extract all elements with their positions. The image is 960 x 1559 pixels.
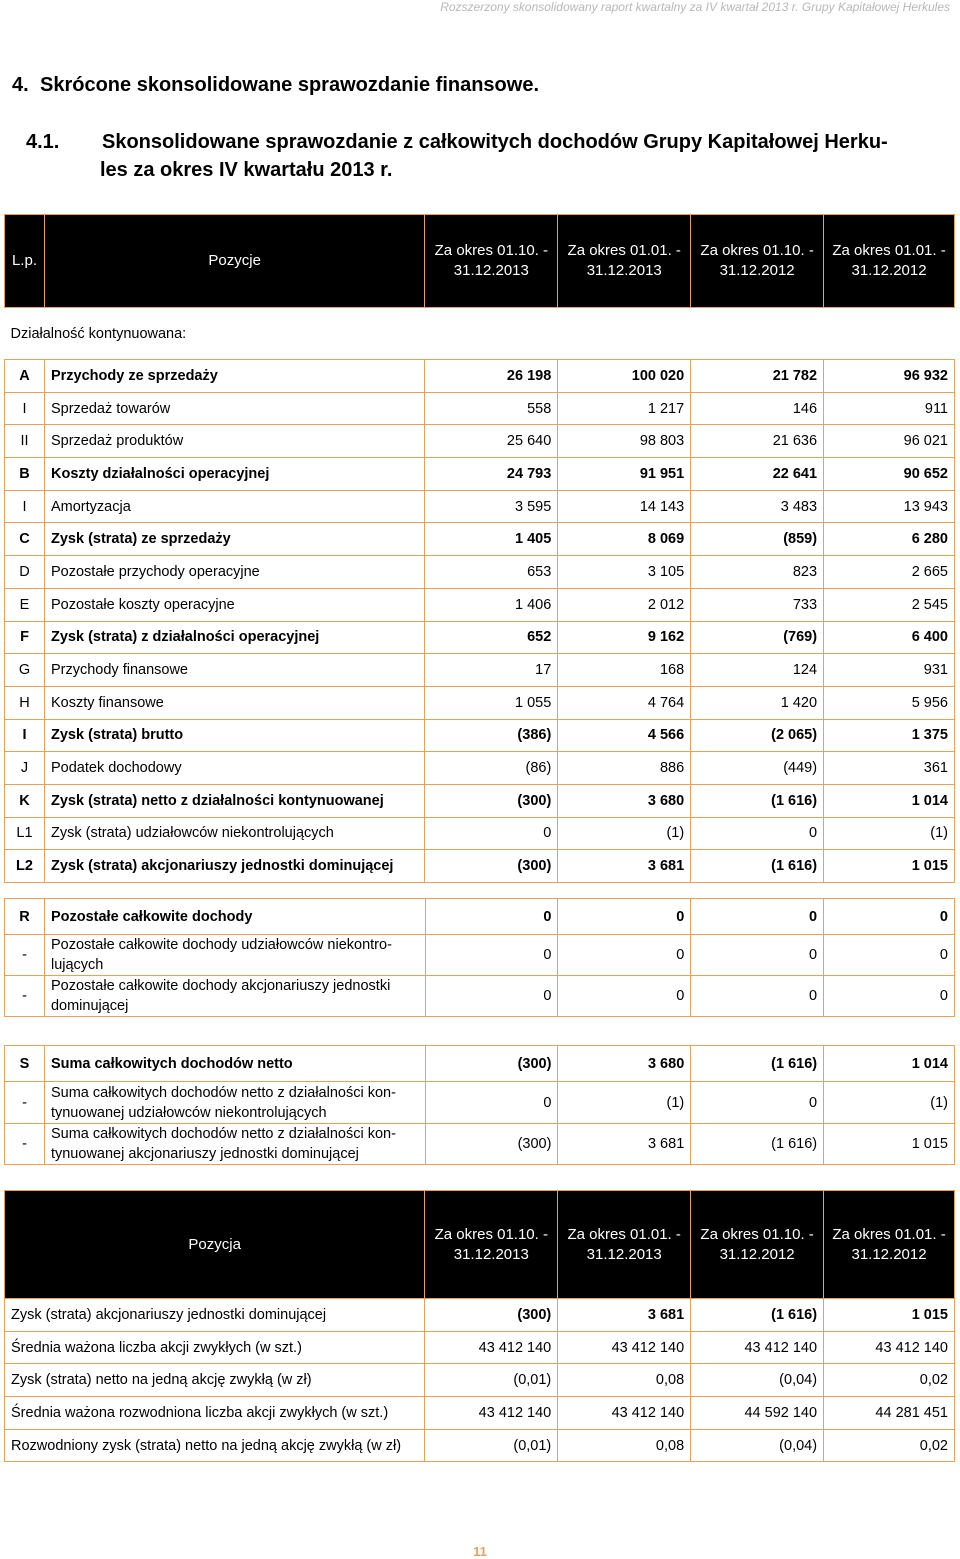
table-row (5, 392, 955, 425)
row-value: (1 616) (691, 1299, 824, 1332)
row-value: 0,08 (558, 1429, 691, 1462)
row-label-line1: Pozostałe całkowite dochody (50, 908, 253, 925)
row-value: 9 162 (558, 621, 691, 654)
row-value: (1) (824, 1082, 955, 1124)
table-row (5, 490, 955, 523)
row-value: 361 (824, 752, 955, 785)
row-value: 3 681 (558, 1299, 691, 1332)
row-value: 96 021 (824, 425, 955, 458)
table-row (5, 556, 955, 589)
row-value: 6 280 (824, 523, 955, 556)
table-row (5, 1429, 955, 1462)
row-value: 44 281 451 (824, 1397, 955, 1430)
row-value: 96 932 (824, 360, 955, 393)
row-value: 1 217 (558, 392, 691, 425)
row-label-line2: lujących (50, 957, 104, 973)
table-row (5, 458, 955, 491)
subsection-title-line1: Skonsolidowane sprawozdanie z całkowitych dochodów Grupy Kapitałowej Herku- (102, 131, 888, 153)
row-value: 25 640 (425, 425, 558, 458)
row-label-line2: dominującej (50, 998, 129, 1014)
row-value: 98 803 (558, 425, 691, 458)
row-code: I (5, 719, 45, 752)
row-label: Przychody ze sprzedaży (44, 360, 424, 393)
table-row (5, 1331, 955, 1364)
row-value: (0,01) (425, 1429, 558, 1462)
row-label: Zysk (strata) netto na jedną akcję zwykłą (w zł) (5, 1364, 425, 1397)
row-label: Koszty działalności operacyjnej (44, 458, 424, 491)
row-value: (300) (425, 1046, 558, 1082)
row-label (44, 899, 425, 935)
row-value: 1 055 (425, 686, 558, 719)
row-label-line1: Pozostałe całkowite dochody udziałowców niekontro- (50, 937, 392, 953)
row-code: II (5, 425, 45, 458)
row-label: Podatek dochodowy (44, 752, 424, 785)
row-label: Amortyzacja (44, 490, 424, 523)
section-label: Działalność kontynuowana: (5, 308, 955, 360)
row-code: H (5, 686, 45, 719)
section-title: Skrócone skonsolidowane sprawozdanie finansowe. (40, 74, 540, 96)
row-label-line1: Pozostałe całkowite dochody akcjonariuszy jednostki (50, 978, 391, 994)
row-label: Zysk (strata) z działalności operacyjnej (44, 621, 424, 654)
row-value: 1 375 (824, 719, 955, 752)
row-value: (1) (558, 817, 691, 850)
row-label-line1: Suma całkowitych dochodów netto z działalności kon- (50, 1126, 396, 1142)
eps-header-period-1: Za okres 01.10. - 31.12.2013 (425, 1191, 558, 1299)
row-code: - (5, 1082, 45, 1124)
table-row (5, 752, 955, 785)
row-value: (1) (558, 1082, 691, 1124)
row-label-line1: Suma całkowitych dochodów netto z działalności kon- (50, 1084, 396, 1101)
row-value: 558 (425, 392, 558, 425)
row-value: 43 412 140 (824, 1331, 955, 1364)
row-value: 911 (824, 392, 955, 425)
row-code: - (5, 1124, 45, 1165)
row-label: Sprzedaż produktów (44, 425, 424, 458)
row-value: 1 014 (824, 1046, 955, 1082)
table-row (5, 719, 955, 752)
header-pozycje: Pozycje (44, 215, 424, 308)
row-code: C (5, 523, 45, 556)
row-code: K (5, 784, 45, 817)
other-income-table (4, 898, 955, 1017)
row-code: S (5, 1046, 45, 1082)
row-value: 0 (824, 899, 955, 935)
row-value: 0 (425, 899, 558, 935)
row-value: 21 636 (691, 425, 824, 458)
subsection-title-line2: les za okres IV kwartału 2013 r. (100, 159, 393, 181)
row-label: Zysk (strata) udziałowców niekontrolujących (44, 817, 424, 850)
table-row (5, 654, 955, 687)
row-value: 1 405 (425, 523, 558, 556)
row-value: 0 (691, 976, 824, 1017)
row-value: 22 641 (691, 458, 824, 491)
row-value: 0,02 (824, 1429, 955, 1462)
row-value: 0 (425, 935, 558, 976)
row-value: 3 680 (558, 1046, 691, 1082)
row-code: - (5, 976, 45, 1017)
row-code: L2 (5, 850, 45, 883)
row-code: R (5, 899, 45, 935)
row-value: 91 951 (558, 458, 691, 491)
eps-header-period-4: Za okres 01.01. - 31.12.2012 (824, 1191, 955, 1299)
row-value: 0 (558, 976, 691, 1017)
row-value: 0 (691, 899, 824, 935)
row-value: 0 (691, 1082, 824, 1124)
row-value: 733 (691, 588, 824, 621)
row-label: Przychody finansowe (44, 654, 424, 687)
row-value: 0 (824, 976, 955, 1017)
row-label: Zysk (strata) brutto (44, 719, 424, 752)
row-label: Średnia ważona rozwodniona liczba akcji zwykłych (w szt.) (5, 1397, 425, 1430)
page-number: 11 (473, 1544, 487, 1559)
row-label: Zysk (strata) akcjonariuszy jednostki dominującej (5, 1299, 425, 1332)
row-code: A (5, 360, 45, 393)
row-value: 0,08 (558, 1364, 691, 1397)
row-code: L1 (5, 817, 45, 850)
row-label-line2: tynuowanej akcjonariuszy jednostki dominującej (50, 1146, 359, 1162)
section-heading (12, 74, 539, 97)
row-value: 0 (558, 899, 691, 935)
row-value: (1 616) (691, 1046, 824, 1082)
header-lp: L.p. (5, 215, 45, 308)
row-label: Sprzedaż towarów (44, 392, 424, 425)
header-period-3: Za okres 01.10. - 31.12.2012 (691, 215, 824, 308)
row-value: 4 566 (558, 719, 691, 752)
row-value: 1 015 (824, 1299, 955, 1332)
row-value: 24 793 (425, 458, 558, 491)
row-value: 3 105 (558, 556, 691, 589)
row-label (44, 1124, 425, 1165)
row-value: (386) (425, 719, 558, 752)
eps-header-period-2: Za okres 01.01. - 31.12.2013 (558, 1191, 691, 1299)
row-value: 0 (425, 817, 558, 850)
eps-header-row (5, 1191, 955, 1299)
row-value: 43 412 140 (425, 1331, 558, 1364)
row-code: J (5, 752, 45, 785)
row-code: F (5, 621, 45, 654)
row-label-line2: tynuowanej udziałowców niekontrolujących (50, 1104, 327, 1121)
table-row (5, 588, 955, 621)
row-label: Zysk (strata) akcjonariuszy jednostki dominującej (44, 850, 424, 883)
table-row (5, 1299, 955, 1332)
table-row (5, 1046, 955, 1082)
row-value: 2 665 (824, 556, 955, 589)
table-row (5, 1397, 955, 1430)
row-label (44, 1082, 425, 1124)
row-label: Koszty finansowe (44, 686, 424, 719)
row-value: 4 764 (558, 686, 691, 719)
row-value: 2 012 (558, 588, 691, 621)
row-value: 3 595 (425, 490, 558, 523)
row-code: I (5, 392, 45, 425)
eps-header-period-3: Za okres 01.10. - 31.12.2012 (691, 1191, 824, 1299)
row-value: 43 412 140 (558, 1331, 691, 1364)
row-value: 14 143 (558, 490, 691, 523)
row-value: 8 069 (558, 523, 691, 556)
table-row (5, 817, 955, 850)
row-value: (449) (691, 752, 824, 785)
row-value: 652 (425, 621, 558, 654)
row-label (44, 1046, 425, 1082)
row-label: Rozwodniony zysk (strata) netto na jedną akcję zwykłą (w zł) (5, 1429, 425, 1462)
row-value: (0,04) (691, 1364, 824, 1397)
row-label (44, 935, 425, 976)
row-value: (300) (425, 1299, 558, 1332)
row-value: (769) (691, 621, 824, 654)
row-value: 26 198 (425, 360, 558, 393)
section-number: 4. (12, 74, 29, 96)
running-header: Rozszerzony skonsolidowany raport kwartalny za IV kwartał 2013 r. Grupy Kapitałowej Herkules (440, 0, 950, 14)
section-label-row (5, 308, 955, 360)
subsection-heading (26, 128, 888, 184)
row-label: Zysk (strata) ze sprzedaży (44, 523, 424, 556)
row-value: 0,02 (824, 1364, 955, 1397)
row-value: (1 616) (691, 1124, 824, 1165)
table-row (5, 360, 955, 393)
table-row (5, 784, 955, 817)
table-header-row (5, 215, 955, 308)
row-value: (1 616) (691, 850, 824, 883)
row-value: 146 (691, 392, 824, 425)
row-value: 0 (824, 935, 955, 976)
row-value: 886 (558, 752, 691, 785)
row-value: 823 (691, 556, 824, 589)
row-value: (859) (691, 523, 824, 556)
row-value: 5 956 (824, 686, 955, 719)
row-value: 3 680 (558, 784, 691, 817)
row-value: (300) (425, 784, 558, 817)
row-value: 17 (425, 654, 558, 687)
total-income-table (4, 1045, 955, 1165)
table-row (5, 850, 955, 883)
table-row (5, 686, 955, 719)
row-value: 2 545 (824, 588, 955, 621)
row-label: Pozostałe koszty operacyjne (44, 588, 424, 621)
header-period-2: Za okres 01.01. - 31.12.2013 (558, 215, 691, 308)
row-label-line1: Suma całkowitych dochodów netto (50, 1055, 293, 1072)
row-value: 653 (425, 556, 558, 589)
row-value: 1 014 (824, 784, 955, 817)
eps-header-pozycja: Pozycja (5, 1191, 425, 1299)
row-label: Zysk (strata) netto z działalności kontynuowanej (44, 784, 424, 817)
row-code: B (5, 458, 45, 491)
row-value: 0 (691, 817, 824, 850)
row-value: 3 681 (558, 1124, 691, 1165)
table-row (5, 621, 955, 654)
row-value: 44 592 140 (691, 1397, 824, 1430)
eps-table (4, 1190, 955, 1462)
row-value: 21 782 (691, 360, 824, 393)
row-value: 90 652 (824, 458, 955, 491)
row-value: 0 (558, 935, 691, 976)
row-code: E (5, 588, 45, 621)
row-value: 1 015 (824, 1124, 955, 1165)
row-value: 43 412 140 (558, 1397, 691, 1430)
table-row (5, 899, 955, 935)
row-label (44, 976, 425, 1017)
row-value: (86) (425, 752, 558, 785)
row-code: - (5, 935, 45, 976)
row-value: (1 616) (691, 784, 824, 817)
table-row (5, 1124, 955, 1165)
header-period-1: Za okres 01.10. - 31.12.2013 (425, 215, 558, 308)
row-value: 100 020 (558, 360, 691, 393)
row-value: (300) (425, 1124, 558, 1165)
row-code: G (5, 654, 45, 687)
row-value: 1 406 (425, 588, 558, 621)
row-label: Pozostałe przychody operacyjne (44, 556, 424, 589)
income-statement-table (4, 214, 955, 883)
row-value: 0 (425, 1082, 558, 1124)
table-row (5, 523, 955, 556)
row-value: (300) (425, 850, 558, 883)
row-value: 0 (691, 935, 824, 976)
row-value: 43 412 140 (691, 1331, 824, 1364)
row-code: D (5, 556, 45, 589)
row-value: 43 412 140 (425, 1397, 558, 1430)
row-value: 168 (558, 654, 691, 687)
row-value: (0,01) (425, 1364, 558, 1397)
row-value: (0,04) (691, 1429, 824, 1462)
table-row (5, 425, 955, 458)
table-row (5, 1364, 955, 1397)
row-value: (1) (824, 817, 955, 850)
row-value: 1 420 (691, 686, 824, 719)
table-row (5, 976, 955, 1017)
row-label: Średnia ważona liczba akcji zwykłych (w szt.) (5, 1331, 425, 1364)
row-value: 931 (824, 654, 955, 687)
subsection-number: 4.1. (26, 131, 60, 153)
row-value: 1 015 (824, 850, 955, 883)
table-row (5, 935, 955, 976)
row-value: 6 400 (824, 621, 955, 654)
row-code: I (5, 490, 45, 523)
row-value: 124 (691, 654, 824, 687)
header-period-4: Za okres 01.01. - 31.12.2012 (824, 215, 955, 308)
row-value: 0 (425, 976, 558, 1017)
row-value: 13 943 (824, 490, 955, 523)
row-value: 3 483 (691, 490, 824, 523)
row-value: 3 681 (558, 850, 691, 883)
row-value: (2 065) (691, 719, 824, 752)
table-row (5, 1082, 955, 1124)
